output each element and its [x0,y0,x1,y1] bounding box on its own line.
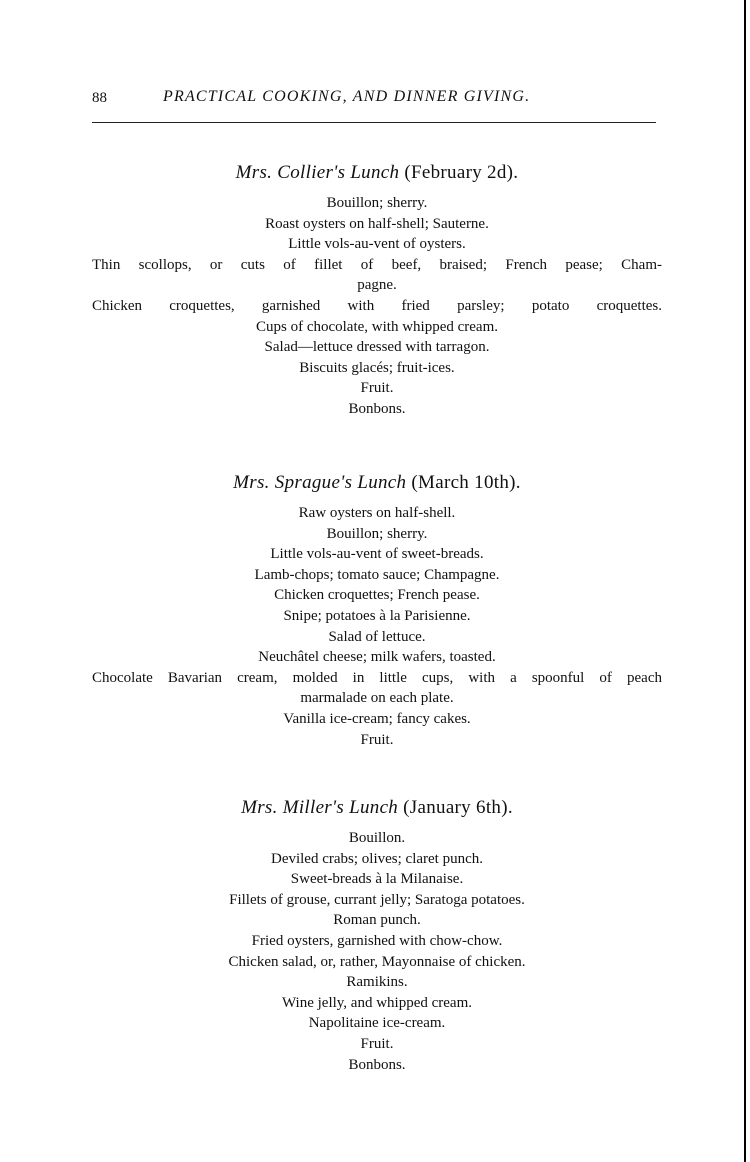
menu-item: Salad—lettuce dressed with tarragon. [264,339,490,356]
menu-item: Bonbons. [348,1056,406,1073]
running-title: PRACTICAL COOKING, AND DINNER GIVING. [163,88,531,105]
menu-item: Wine jelly, and whipped cream. [281,994,473,1011]
menu-lines [92,193,662,420]
menu-item: Fruit. [360,1035,394,1052]
menu-item: Cups of chocolate, with whipped cream. [255,318,498,335]
section-title-name: Mrs. Collier's Lunch [235,162,400,183]
menu-item: Bouillon; sherry. [326,195,428,211]
menu-item: Thin scollops, or cuts of fillet of beef, braised; French pease; Cham- [92,256,662,273]
section-title-date: (January 6th). [403,797,513,818]
menu-item: Roast oysters on half-shell; Sauterne. [265,215,489,232]
menu-item: Salad of lettuce. [328,628,426,645]
menu-item: Bouillon. [348,830,406,846]
menu-item: Fried oysters, garnished with chow-chow. [251,932,503,949]
section-title-name: Mrs. Sprague's Lunch [233,472,407,493]
menu-item: Fillets of grouse, currant jelly; Saratoga potatoes. [229,891,525,908]
menu-item: Bonbons. [348,400,406,417]
section-title [92,160,662,186]
header-rule [92,122,656,123]
scan-edge-border [744,0,746,1162]
menu-lines [92,503,662,750]
menu-item: Napolitaine ice-cream. [308,1015,446,1032]
menu-item: Ramikins. [346,974,408,991]
section-title [92,795,662,821]
menu-item: Snipe; potatoes à la Parisienne. [283,607,471,624]
menu-item: marmalade on each plate. [300,690,454,707]
section-title [92,470,662,496]
menu-item: Lamb-chops; tomato sauce; Champagne. [254,566,500,583]
menu-item: Chocolate Bavarian cream, molded in little cups, with a spoonful of peach [92,669,662,686]
menu-section-collier [92,160,662,420]
menu-item: Sweet-breads à la Milanaise. [290,871,464,888]
menu-item: Deviled crabs; olives; claret punch. [270,850,483,867]
menu-section-sprague [92,470,662,750]
menu-item: Little vols-au-vent of sweet-breads. [270,546,484,563]
section-title-date: (March 10th). [411,472,521,493]
menu-item: Chicken croquettes; French pease. [274,587,480,604]
menu-item: Vanilla ice-cream; fancy cakes. [283,710,471,727]
menu-item: Bouillon; sherry. [326,525,428,542]
menu-lines [92,828,662,1075]
menu-item: Biscuits glacés; fruit-ices. [299,359,455,376]
menu-item: pagne. [357,277,397,294]
menu-item: Chicken salad, or, rather, Mayonnaise of chicken. [228,953,526,970]
menu-item: Fruit. [360,731,394,748]
menu-item: Roman punch. [333,912,421,929]
page-number: 88 [92,90,107,106]
section-title-name: Mrs. Miller's Lunch [241,797,399,818]
menu-item: Fruit. [360,380,394,397]
menu-item: Chicken croquettes, garnished with fried parsley; potato croquettes. [92,297,662,314]
menu-item: Raw oysters on half-shell. [298,505,456,521]
section-title-date: (February 2d). [404,162,519,183]
menu-section-miller [92,795,662,1075]
menu-item: Neuchâtel cheese; milk wafers, toasted. [258,649,496,666]
menu-item: Little vols-au-vent of oysters. [288,236,466,253]
